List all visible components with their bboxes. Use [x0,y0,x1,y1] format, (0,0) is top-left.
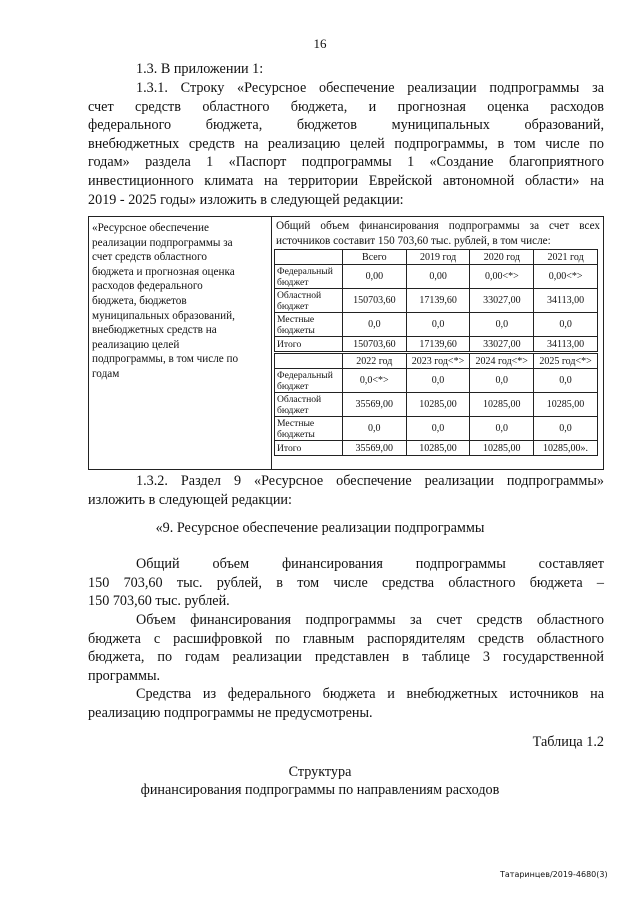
table-cell: 35569,00 [342,393,406,417]
text-line: Общий объем финансирования подпрограммы составляет [136,556,604,572]
table-cell: 17139,60 [406,337,470,352]
text-line: 1.3.2. Раздел 9 «Ресурсное обеспечение реализации подпрограммы» [136,473,604,489]
table-row [275,313,598,337]
title-line: Общий объем финансирования подпрограммы за счет всех [276,220,600,232]
row-label: Итого [275,441,343,456]
left-line: подпрограммы, в том числе по [92,353,239,366]
table-cell: 10285,00 [470,441,534,456]
funding-table-2019-2021 [274,249,598,352]
row-label: Итого [275,337,343,352]
left-line: счет средств областного [92,251,207,264]
paragraph-1-3: 1.3. В приложении 1: [136,61,264,77]
row-label: Местные бюджеты [275,313,343,337]
table-header-row [275,250,598,265]
structure-title: Структура [288,764,352,780]
text-line: годам» раздела 1 «Паспорт подпрограммы 1 «Создание благоприятного [88,154,604,171]
table-cell: 10285,00». [534,441,598,456]
table-row [275,417,598,441]
paragraph-1-3-1 [88,79,604,209]
header-cell: Всего [342,250,406,265]
table-cell: 0,0 [534,417,598,441]
table-cell: 33027,00 [470,337,534,352]
table-cell: 10285,00 [406,441,470,456]
table-cell: 33027,00 [470,289,534,313]
header-cell: 2024 год<*> [470,354,534,369]
table-cell: 0,0 [406,417,470,441]
table-cell: 0,0 [342,417,406,441]
table-cell: 0,00<*> [534,265,598,289]
table-cell: 35569,00 [342,441,406,456]
text-line: изложить в следующей редакции: [88,491,292,508]
text-line: внебюджетных средств на реализацию целей подпрограммы, в том числе по [88,135,604,152]
table-cell: 0,0 [342,313,406,337]
table-label: Таблица 1.2 [532,734,604,750]
header-cell: 2022 год [342,354,406,369]
text-line: Средства из федерального бюджета и внебюджетных источников на [136,686,604,702]
table-cell: 0,0 [406,369,470,393]
footer-code: Татаринцев/2019-4680(3) [500,870,608,879]
text-line: реализацию подпрограммы не предусмотрены. [88,704,373,721]
text-line: программы. [88,667,161,684]
table-header-row [275,354,598,369]
text-line: федерального бюджета, бюджетов муниципальных образований, [88,117,604,134]
table-cell: 10285,00 [534,393,598,417]
text-line: бюджета, по годам реализации представлен в таблице 3 государственной [88,649,604,666]
table-cell: 0,0 [534,313,598,337]
passport-left-column [88,216,272,470]
header-cell: 2021 год [534,250,598,265]
header-cell [275,354,343,369]
table-row [275,393,598,417]
left-line: внебюджетных средств на [92,324,217,337]
row-label: Областной бюджет [275,289,343,313]
table-cell: 0,0 [470,313,534,337]
passport-right-title [276,219,600,248]
table-cell: 0,0 [470,417,534,441]
structure-subtitle: финансирования подпрограммы по направлениям расходов [140,782,500,798]
table-cell: 0,00<*> [470,265,534,289]
table-cell: 0,0 [406,313,470,337]
text-line: бюджета с расшифровкой по главным распорядителям средств областного [88,630,604,647]
table-cell: 150703,60 [342,337,406,352]
table-cell: 150703,60 [342,289,406,313]
table-row [275,441,598,456]
left-line: годам [92,367,120,380]
row-label: Федеральный бюджет [275,369,343,393]
header-cell [275,250,343,265]
table-cell: 34113,00 [534,289,598,313]
row-label: Местные бюджеты [275,417,343,441]
table-cell: 34113,00 [534,337,598,352]
table-cell: 0,0<*> [342,369,406,393]
table-cell: 0,0 [534,369,598,393]
left-line: бюджета и прогнозная оценка [92,265,235,278]
table-cell: 17139,60 [406,289,470,313]
title-line: источников составит 150 703,60 тыс. рублей, в том числе: [276,234,551,247]
text-line: инвестиционного климата на территории Еврейской автономной области» на [88,172,604,189]
table-cell: 0,0 [470,369,534,393]
header-cell: 2020 год [470,250,534,265]
table-cell: 0,00 [342,265,406,289]
left-line: «Ресурсное обеспечение [92,222,209,234]
text-line: 1.3.1. Строку «Ресурсное обеспечение реализации подпрограммы за [136,80,604,96]
left-line: реализацию целей [92,338,180,351]
paragraph-regional-budget [88,611,604,685]
header-cell: 2023 год<*> [406,354,470,369]
text-line: Объем финансирования подпрограммы за счет средств областного [136,612,604,628]
table-row [275,265,598,289]
text-line: 2019 - 2025 годы» изложить в следующей редакции: [88,191,404,208]
paragraph-federal-funds [88,685,604,722]
table-row [275,369,598,393]
text-line: 150 703,60 тыс. рублей. [88,593,230,610]
table-cell: 0,00 [406,265,470,289]
text-line: 150 703,60 тыс. рублей, в том числе средства областного бюджета – [88,574,604,591]
left-line: реализации подпрограммы за [92,236,233,249]
text-line: счет средств областного бюджета, и прогнозная оценка расходов [88,98,604,115]
table-row [275,289,598,313]
left-line: расходов федерального [92,280,203,293]
table-cell: 10285,00 [406,393,470,417]
funding-table-2022-2025 [274,353,598,456]
section-title: «9. Ресурсное обеспечение реализации подпрограммы [155,520,485,536]
table-cell: 10285,00 [470,393,534,417]
table-row [275,337,598,352]
paragraph-total-volume [88,555,604,611]
row-label: Областной бюджет [275,393,343,417]
header-cell: 2019 год [406,250,470,265]
row-label: Федеральный бюджет [275,265,343,289]
page-number: 16 [313,36,327,51]
header-cell: 2025 год<*> [534,354,598,369]
left-line: муниципальных образований, [92,309,235,322]
paragraph-1-3-2 [88,472,604,509]
left-line: бюджета, бюджетов [92,294,187,307]
